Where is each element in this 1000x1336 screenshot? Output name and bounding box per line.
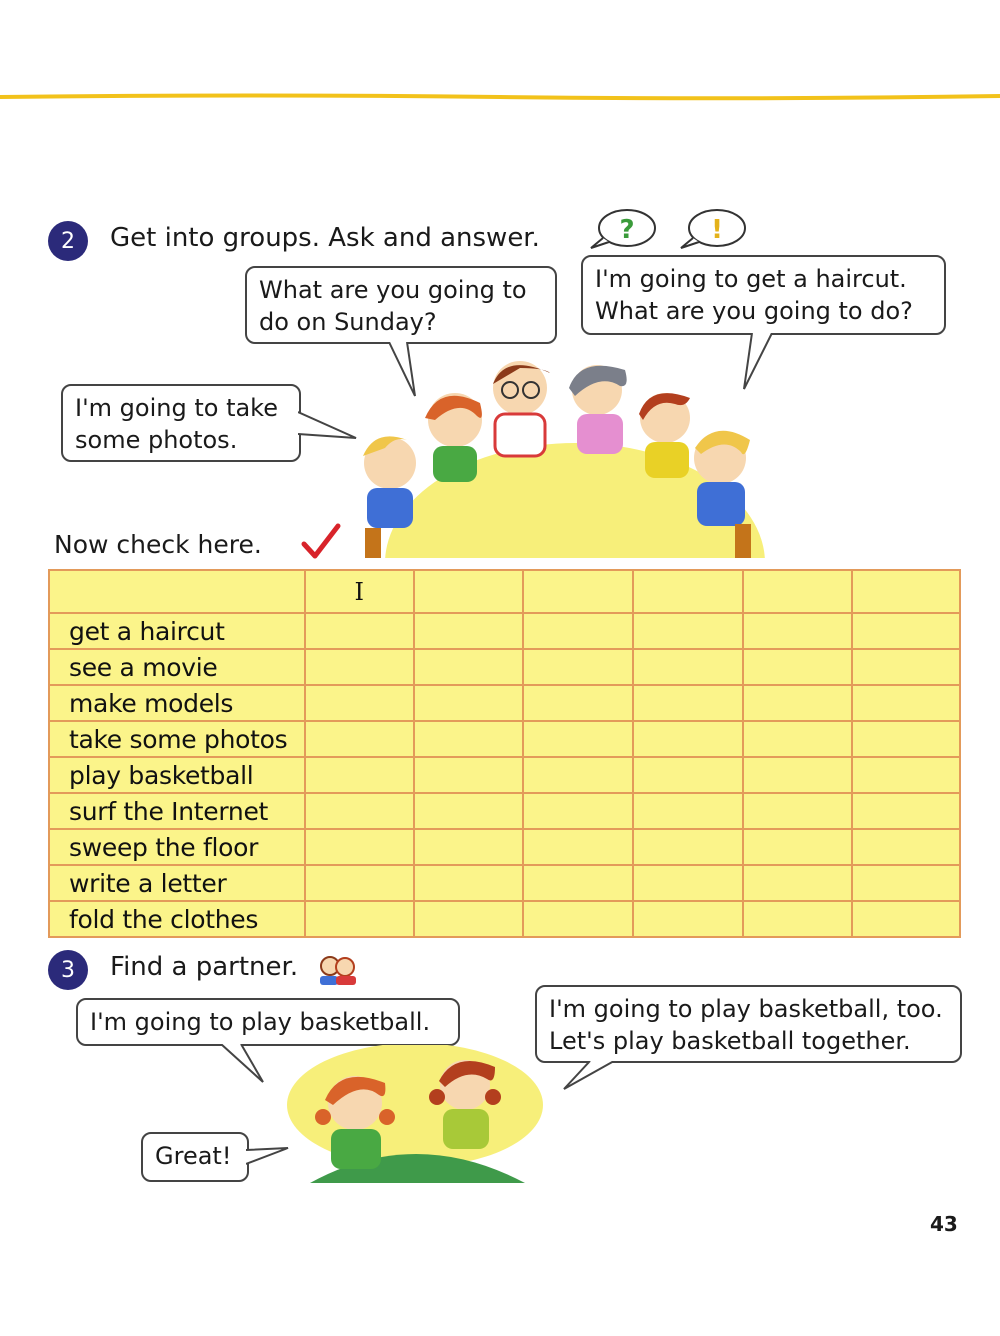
page-number: 43 bbox=[930, 1212, 958, 1236]
check-cell[interactable] bbox=[852, 793, 960, 829]
check-cell[interactable] bbox=[852, 721, 960, 757]
bubble-text-line: I'm going to play basketball. bbox=[90, 1008, 431, 1036]
table-row bbox=[49, 829, 960, 865]
check-instruction: Now check here. bbox=[54, 530, 262, 559]
children-group-illustration bbox=[345, 348, 770, 558]
bubble-text-line: some photos. bbox=[75, 426, 238, 454]
check-cell[interactable] bbox=[852, 757, 960, 793]
check-cell[interactable] bbox=[633, 829, 743, 865]
check-cell[interactable] bbox=[414, 613, 524, 649]
check-cell[interactable] bbox=[743, 829, 853, 865]
check-cell[interactable] bbox=[414, 865, 524, 901]
check-cell[interactable] bbox=[852, 649, 960, 685]
activity-label: take some photos bbox=[49, 721, 305, 757]
speech-bubble-question bbox=[245, 266, 557, 344]
check-cell[interactable] bbox=[852, 829, 960, 865]
exclamation-bubble-icon bbox=[675, 208, 750, 252]
table-header-cell bbox=[49, 570, 305, 613]
table-row bbox=[49, 685, 960, 721]
check-cell[interactable] bbox=[743, 613, 853, 649]
speech-bubble-photos bbox=[61, 384, 301, 462]
bubble-tail bbox=[215, 1044, 267, 1086]
check-cell[interactable] bbox=[414, 901, 524, 937]
svg-text:!: ! bbox=[711, 215, 723, 245]
activity-label: write a letter bbox=[49, 865, 305, 901]
check-cell[interactable] bbox=[743, 685, 853, 721]
check-cell[interactable] bbox=[305, 721, 414, 757]
check-cell[interactable] bbox=[305, 793, 414, 829]
table-header-cell[interactable] bbox=[523, 570, 633, 613]
table-row bbox=[49, 613, 960, 649]
check-cell[interactable] bbox=[852, 901, 960, 937]
section-title: Find a partner. bbox=[110, 952, 299, 982]
activity-label: get a haircut bbox=[49, 613, 305, 649]
table-row bbox=[49, 757, 960, 793]
check-cell[interactable] bbox=[523, 721, 633, 757]
check-cell[interactable] bbox=[633, 793, 743, 829]
table-header-cell[interactable] bbox=[743, 570, 853, 613]
bubble-text-line: What are you going to do? bbox=[595, 297, 913, 325]
section-title: Get into groups. Ask and answer. bbox=[110, 223, 540, 253]
check-cell[interactable] bbox=[523, 865, 633, 901]
bubble-tail bbox=[560, 1061, 620, 1093]
activity-label: surf the Internet bbox=[49, 793, 305, 829]
speech-bubble-left bbox=[76, 998, 460, 1046]
check-cell[interactable] bbox=[633, 865, 743, 901]
check-cell[interactable] bbox=[305, 649, 414, 685]
check-cell[interactable] bbox=[633, 649, 743, 685]
check-cell[interactable] bbox=[414, 685, 524, 721]
table-row bbox=[49, 793, 960, 829]
check-cell[interactable] bbox=[743, 901, 853, 937]
speech-bubble-great bbox=[141, 1132, 249, 1182]
table-header-cell[interactable] bbox=[414, 570, 524, 613]
table-header-row bbox=[49, 570, 960, 613]
check-mark-icon bbox=[300, 522, 342, 562]
check-cell[interactable] bbox=[523, 613, 633, 649]
check-cell[interactable] bbox=[523, 901, 633, 937]
check-cell[interactable] bbox=[523, 793, 633, 829]
bubble-text-line: I'm going to get a haircut. bbox=[595, 265, 907, 293]
check-cell[interactable] bbox=[743, 865, 853, 901]
activity-label: make models bbox=[49, 685, 305, 721]
check-cell[interactable] bbox=[633, 757, 743, 793]
check-cell[interactable] bbox=[414, 829, 524, 865]
check-cell[interactable] bbox=[743, 793, 853, 829]
table-header-cell[interactable] bbox=[852, 570, 960, 613]
table-row bbox=[49, 649, 960, 685]
table-header-cell[interactable] bbox=[633, 570, 743, 613]
bubble-text-line: What are you going to bbox=[259, 276, 527, 304]
bubble-text-line: do on Sunday? bbox=[259, 308, 437, 336]
question-bubble-icon bbox=[585, 208, 660, 252]
table-row bbox=[49, 865, 960, 901]
activity-label: fold the clothes bbox=[49, 901, 305, 937]
check-cell[interactable] bbox=[743, 721, 853, 757]
section-number-badge: 3 bbox=[48, 950, 88, 990]
check-cell[interactable] bbox=[852, 685, 960, 721]
activity-label: sweep the floor bbox=[49, 829, 305, 865]
table-row bbox=[49, 901, 960, 937]
check-cell[interactable] bbox=[523, 757, 633, 793]
table-row bbox=[49, 721, 960, 757]
check-cell[interactable] bbox=[305, 613, 414, 649]
activity-survey-table bbox=[48, 569, 961, 938]
check-cell[interactable] bbox=[414, 793, 524, 829]
check-cell[interactable] bbox=[305, 829, 414, 865]
check-cell[interactable] bbox=[852, 613, 960, 649]
svg-text:?: ? bbox=[619, 215, 635, 245]
bubble-text-line: I'm going to take bbox=[75, 394, 278, 422]
check-cell[interactable] bbox=[852, 865, 960, 901]
check-cell[interactable] bbox=[414, 649, 524, 685]
check-cell[interactable] bbox=[633, 685, 743, 721]
top-divider-line bbox=[0, 92, 1000, 102]
activity-label: play basketball bbox=[49, 757, 305, 793]
check-cell[interactable] bbox=[523, 829, 633, 865]
activity-label: see a movie bbox=[49, 649, 305, 685]
check-cell[interactable] bbox=[414, 757, 524, 793]
partners-illustration bbox=[285, 1045, 550, 1185]
check-cell[interactable] bbox=[633, 721, 743, 757]
check-cell[interactable] bbox=[523, 649, 633, 685]
table-header-cell: I bbox=[305, 570, 414, 613]
speech-bubble-answer bbox=[581, 255, 946, 335]
check-cell[interactable] bbox=[414, 721, 524, 757]
check-cell[interactable] bbox=[743, 649, 853, 685]
bubble-text-line: Let's play basketball together. bbox=[549, 1027, 911, 1055]
partners-icon bbox=[318, 954, 358, 986]
bubble-text-line: Great! bbox=[155, 1142, 232, 1170]
check-cell[interactable] bbox=[305, 757, 414, 793]
check-cell[interactable] bbox=[633, 613, 743, 649]
check-cell[interactable] bbox=[305, 901, 414, 937]
speech-bubble-right bbox=[535, 985, 962, 1063]
check-cell[interactable] bbox=[633, 901, 743, 937]
bubble-text-line: I'm going to play basketball, too. bbox=[549, 995, 943, 1023]
check-cell[interactable] bbox=[743, 757, 853, 793]
check-cell[interactable] bbox=[523, 685, 633, 721]
section-number-badge: 2 bbox=[48, 221, 88, 261]
check-cell[interactable] bbox=[305, 685, 414, 721]
check-cell[interactable] bbox=[305, 865, 414, 901]
